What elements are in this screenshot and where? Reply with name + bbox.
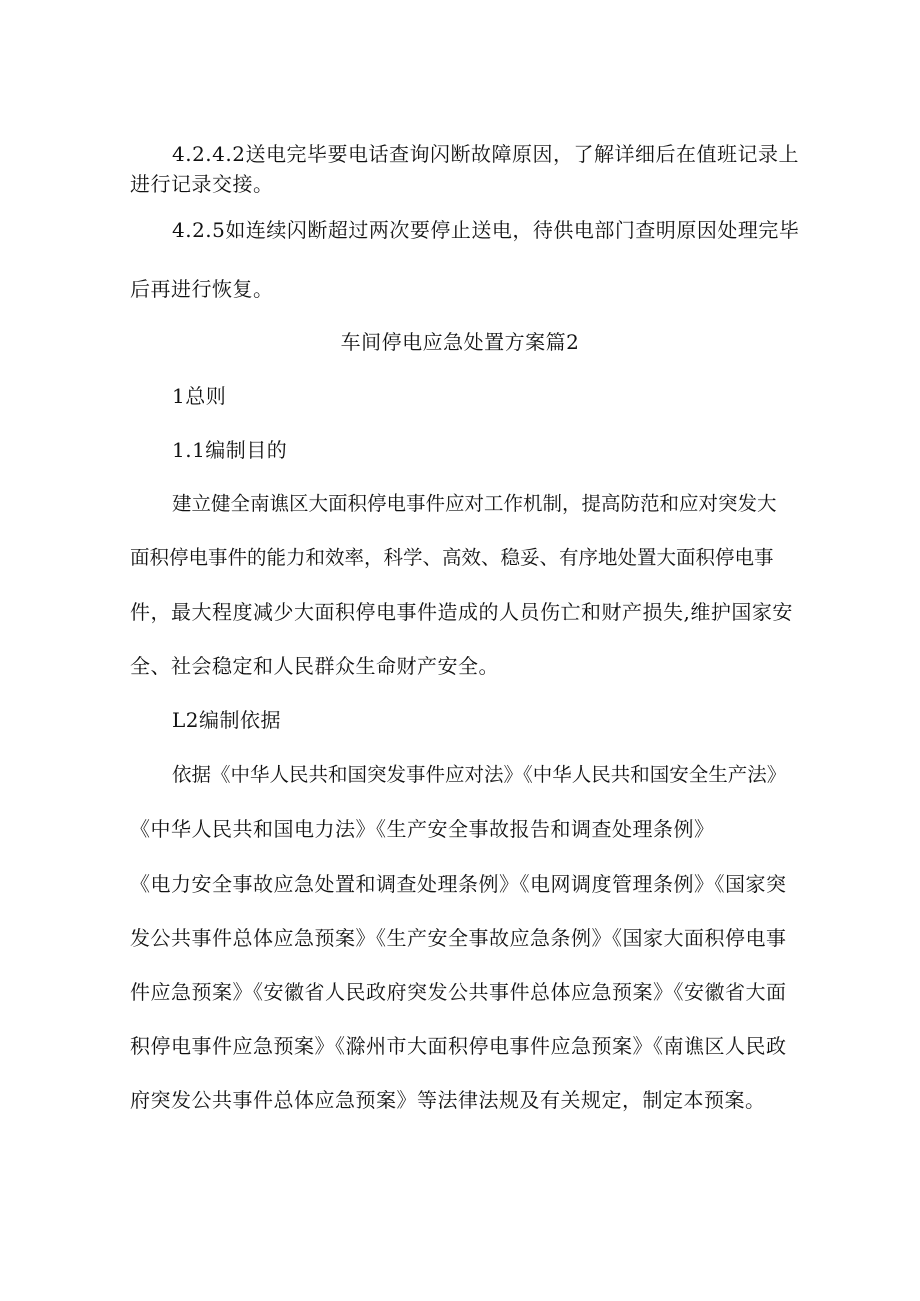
paragraph-line: 后再进行恢复。 xyxy=(130,277,274,301)
heading-purpose: 1.1编制目的 xyxy=(172,438,288,462)
paragraph-line: 建立健全南谯区大面积停电事件应对工作机制，提高防范和应对突发大 xyxy=(172,492,777,515)
paragraph-line: 件应急预案》《安徽省人民政府突发公共事件总体应急预案》《安徽省大面 xyxy=(130,980,787,1004)
heading-basis: L2编制依据 xyxy=(172,708,282,732)
paragraph-line: 积停电事件应急预案》《滁州市大面积停电事件应急预案》《南谯区人民政 xyxy=(130,1034,787,1058)
paragraph-line: 府突发公共事件总体应急预案》等法律法规及有关规定，制定本预案。 xyxy=(130,1088,766,1112)
paragraph-line: 全、社会稳定和人民群众生命财产安全。 xyxy=(130,654,499,678)
paragraph-line: 《电力安全事故应急处置和调查处理条例》《电网调度管理条例》《国家突 xyxy=(130,872,787,896)
paragraph-line: 发公共事件总体应急预案》《生产安全事故应急条例》《国家大面积停电事 xyxy=(130,926,787,950)
paragraph-line: 4.2.5如连续闪断超过两次要停止送电，待供电部门查明原因处理完毕 xyxy=(172,218,800,242)
section-title: 车间停电应急处置方案篇2 xyxy=(340,330,580,354)
paragraph-line: 件，最大程度减少大面积停电事件造成的人员伤亡和财产损失,维护国家安 xyxy=(130,600,793,624)
paragraph-line: 4.2.4.2送电完毕要电话查询闪断故障原因，了解详细后在值班记录上 xyxy=(172,142,799,166)
paragraph-line: 《中华人民共和国电力法》《生产安全事故报告和调查处理条例》 xyxy=(130,817,715,841)
heading-general: 1总则 xyxy=(172,384,227,408)
paragraph-line: 进行记录交接。 xyxy=(130,172,274,196)
paragraph-line: 依据《中华人民共和国突发事件应对法》《中华人民共和国安全生产法》 xyxy=(172,763,787,786)
paragraph-line: 面积停电事件的能力和效率，科学、高效、稳妥、有序地处置大面积停电事 xyxy=(130,546,774,569)
